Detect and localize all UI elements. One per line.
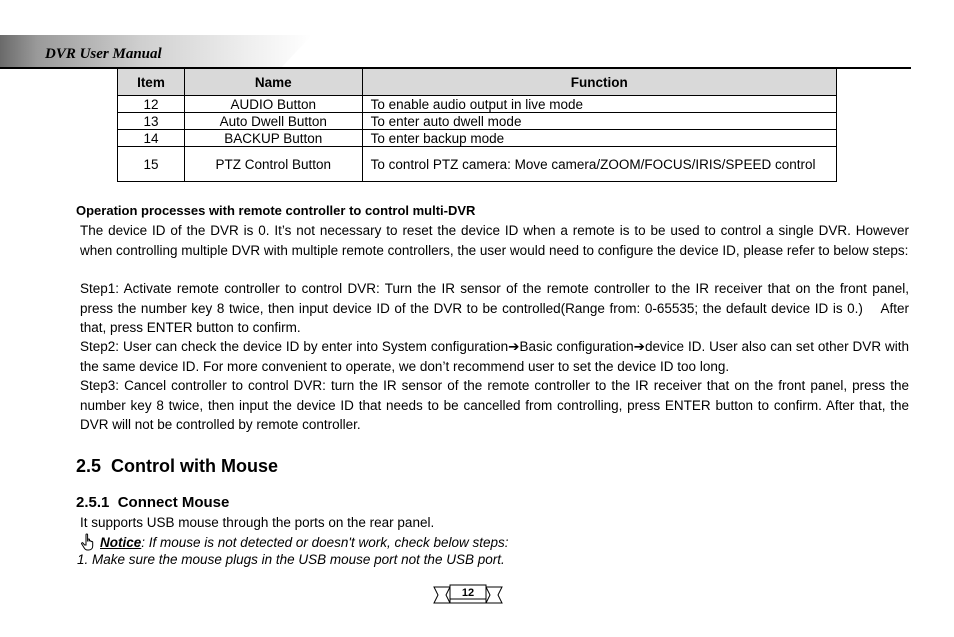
column-header-item: Item bbox=[118, 69, 185, 96]
function-cell: To control PTZ camera: Move camera/ZOOM/FOCUS/IRIS/SPEED control bbox=[362, 147, 836, 182]
section-heading: 2.5 Control with Mouse bbox=[76, 456, 279, 476]
function-cell: To enter backup mode bbox=[362, 130, 836, 147]
multi-dvr-heading: Operation processes with remote controller to control multi-DVR bbox=[76, 203, 476, 218]
step2-paragraph: Step2: User can check the device ID by enter into System configuration➔Basic configuration➔device ID. User also can set other DVR with the same device ID. For more convenient to operate, we don’t recommend user to set the device ID too long. bbox=[80, 339, 909, 374]
usb-mouse-text: It supports USB mouse through the ports on the rear panel. bbox=[80, 515, 435, 530]
notice-label: Notice bbox=[100, 534, 142, 550]
item-cell: 12 bbox=[118, 96, 185, 113]
table-row bbox=[118, 113, 837, 130]
table-row bbox=[118, 130, 837, 147]
name-cell: Auto Dwell Button bbox=[184, 113, 362, 130]
function-cell: To enable audio output in live mode bbox=[362, 96, 836, 113]
intro-paragraph: The device ID of the DVR is 0. It’s not necessary to reset the device ID when a remote is to be used to control a single DVR. However when controlling multiple DVR with multiple remote controllers, the user would need to configure the device ID, please refer to below steps: bbox=[80, 223, 909, 258]
table-row bbox=[118, 96, 837, 113]
step3-paragraph: Step3: Cancel controller to control DVR: turn the IR sensor of the remote controller to the IR receiver that on the front panel, press the number key 8 twice, then input the device ID that needs to be cancelled from controlling, press ENTER button to confirm. After that, the DVR will not be controlled by remote controller. bbox=[80, 378, 909, 432]
item-cell: 13 bbox=[118, 113, 185, 130]
mouse-step-1: 1. Make sure the mouse plugs in the USB mouse port not the USB port. bbox=[77, 552, 505, 567]
notice-line bbox=[80, 533, 509, 551]
page-number: 12 bbox=[461, 587, 475, 599]
column-header-name: Name bbox=[184, 69, 362, 96]
table-row bbox=[118, 147, 837, 182]
item-cell: 14 bbox=[118, 130, 185, 147]
name-cell: AUDIO Button bbox=[184, 96, 362, 113]
column-header-function: Function bbox=[362, 69, 836, 96]
page-number-badge bbox=[432, 584, 504, 606]
function-cell: To enter auto dwell mode bbox=[362, 113, 836, 130]
manual-title: DVR User Manual bbox=[45, 46, 162, 62]
name-cell: BACKUP Button bbox=[184, 130, 362, 147]
notice-text: : If mouse is not detected or doesn't work, check below steps: bbox=[141, 534, 509, 550]
pointing-hand-icon bbox=[80, 533, 97, 551]
button-function-table bbox=[117, 68, 837, 182]
table-header-row bbox=[118, 69, 837, 96]
step1-paragraph: Step1: Activate remote controller to control DVR: Turn the IR sensor of the remote controller to the IR receiver that on the front panel, press the number key 8 twice, then input device ID of the DVR to be controlled(Range from: 0-65535; the default device ID is 0.) After that, press ENTER button to confirm. bbox=[80, 281, 913, 335]
item-cell: 15 bbox=[118, 147, 185, 182]
name-cell: PTZ Control Button bbox=[184, 147, 362, 182]
subsection-heading: 2.5.1 Connect Mouse bbox=[76, 494, 230, 511]
